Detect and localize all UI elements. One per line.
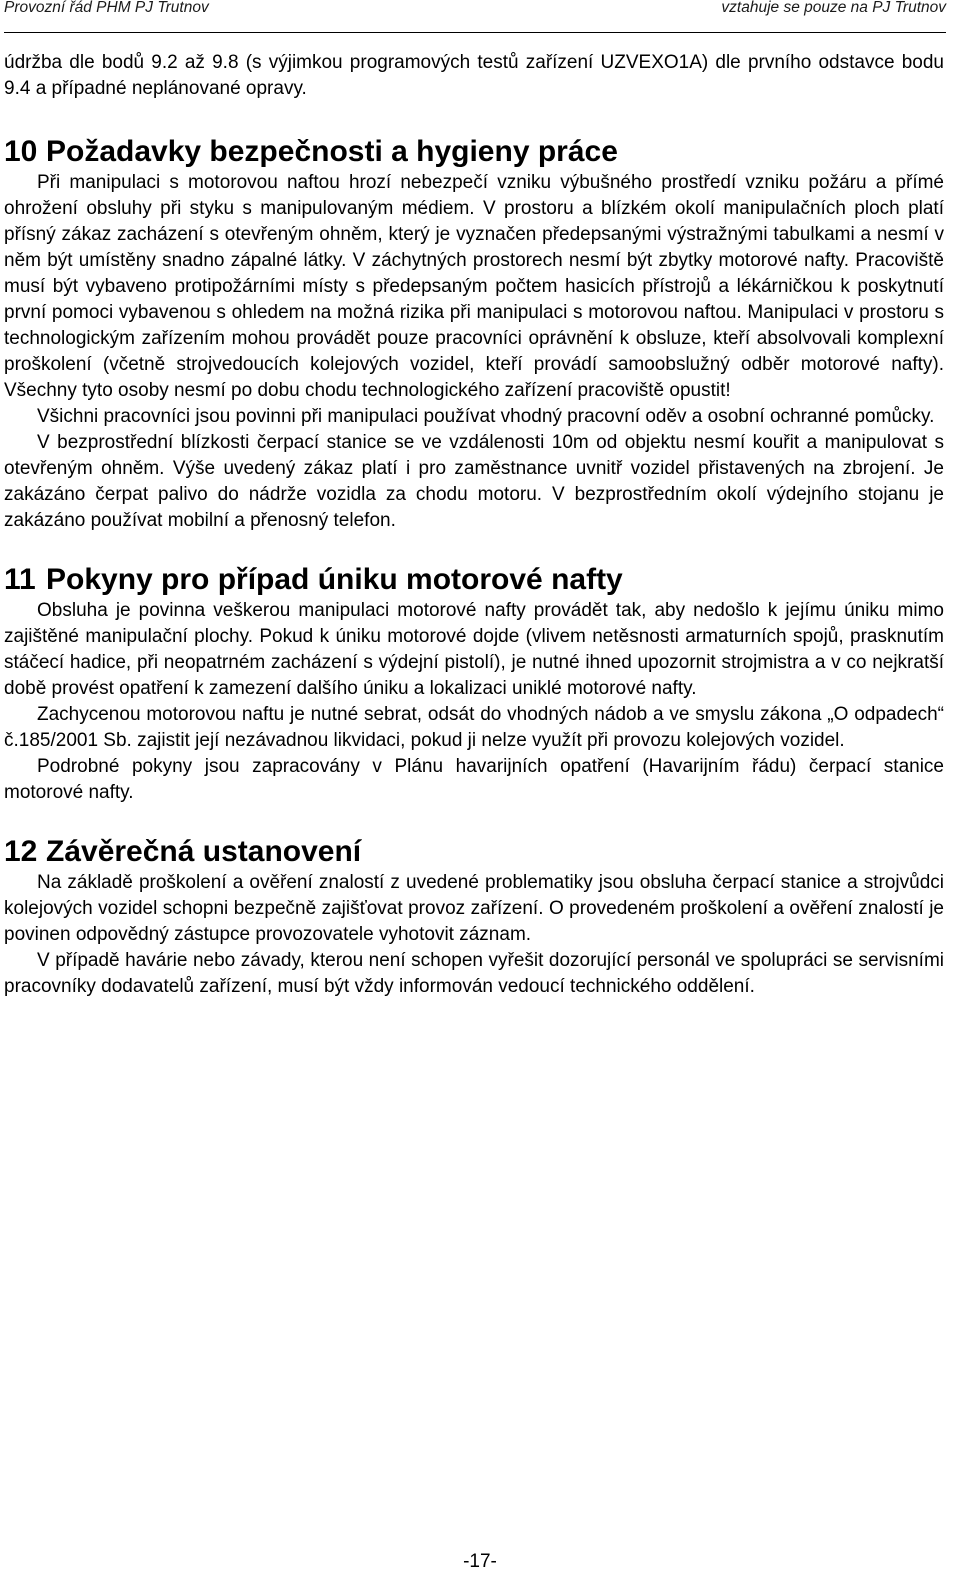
section-title: Pokyny pro případ úniku motorové nafty [46, 563, 623, 596]
section-11-heading [4, 562, 944, 598]
page-header [4, 0, 946, 33]
section-10-body [4, 170, 944, 534]
section-number: 12 [4, 835, 38, 868]
section-paragraph: V bezprostřední blízkosti čerpací stanice se ve vzdálenosti 10m od objektu nesmí kouřit a manipulovat s otevřeným ohněm. Výše uvedený zákaz platí i pro zaměstnance uvnitř vozidel přistavených na zbrojení. Je zakázáno čerpat palivo do nádrže vozidla za chodu motoru. V bezprostředním okolí výdejního stojanu je zakázáno používat mobilní a přenosný telefon. [4, 432, 944, 531]
section-paragraph: Obsluha je povinna veškerou manipulaci motorové nafty provádět tak, aby nedošlo k jejímu úniku mimo zajištěné manipulační plochy. Pokud k úniku motorové dojde (vlivem netěsnosti armaturních spojů, prasknutím stáčecí hadice, při neopatrném zacházení s výdejní pistolí), je nutné ihned upozornit strojmistra a v co nejkratší době provést opatření k zamezení dalšího úniku a lokalizaci uniklé motorové nafty. [4, 600, 944, 699]
document-body [4, 50, 944, 1000]
section-paragraph: Při manipulaci s motorovou naftou hrozí nebezpečí vzniku výbušného prostředí vzniku požáru a přímé ohrožení obsluhy při styku s manipulovaným médiem. V prostoru a blízkém okolí manipulačních ploch platí přísný zákaz zacházení s otevřeným ohněm, který je vyznačen předepsanými výstražnými tabulkami a nesmí v něm být umístěny snadno zápalné látky. V záchytných prostorech nesmí být zbytky motorové nafty. Pracoviště musí být vybaveno protipožárními místy s předepsaným počtem hasicích přístrojů a lékárničkou k poskytnutí první pomoci vybavenou s ohledem na možná rizika při manipulaci s motorovou naftou. Manipulaci v prostoru s technologickým zařízením mohou provádět pouze pracovníci oprávnění k obsluze, kteří absolvovali komplexní proškolení (včetně strojvedoucích kolejových vozidel, kteří provádí samoobslužný odběr motorové nafty). Všechny tyto osoby nesmí po dobu chodu technologického zařízení pracoviště opustit! [4, 172, 944, 401]
page-number: -17- [463, 1551, 497, 1572]
section-paragraph: V případě havárie nebo závady, kterou není schopen vyřešit dozorující personál ve spolupráci se servisními pracovníky dodavatelů zařízení, musí být vždy informován vedoucí technického oddělení. [4, 950, 944, 997]
section-paragraph: Na základě proškolení a ověření znalostí z uvedené problematiky jsou obsluha čerpací stanice a strojvůdci kolejových vozidel schopni bezpečně zajišťovat provoz zařízení. O provedeném proškolení a ověření znalostí je povinen odpovědný zástupce provozovatele vyhotovit záznam. [4, 872, 944, 945]
header-scope-note: vztahuje se pouze na PJ Trutnov [721, 0, 946, 16]
intro-paragraph: údržba dle bodů 9.2 až 9.8 (s výjimkou programových testů zařízení UZVEXO1A) dle prvního odstavce bodu 9.4 a případné neplánované opravy. [4, 52, 944, 99]
section-title: Závěrečná ustanovení [46, 835, 362, 868]
header-document-title: Provozní řád PHM PJ Trutnov [4, 0, 209, 16]
section-number: 11 [4, 563, 36, 596]
section-title: Požadavky bezpečnosti a hygieny práce [46, 135, 618, 168]
section-12-body [4, 870, 944, 1000]
section-10-heading [4, 134, 944, 170]
section-paragraph: Zachycenou motorovou naftu je nutné sebrat, odsát do vhodných nádob a ve smyslu zákona „O odpadech“ č.185/2001 Sb. zajistit její nezávadnou likvidaci, pokud ji nelze využít při provozu kolejových vozidel. [4, 704, 944, 751]
section-number: 10 [4, 135, 38, 168]
section-paragraph: Všichni pracovníci jsou povinni při manipulaci používat vhodný pracovní oděv a osobní ochranné pomůcky. [37, 406, 935, 427]
section-paragraph: Podrobné pokyny jsou zapracovány v Plánu havarijních opatření (Havarijním řádu) čerpací stanice motorové nafty. [4, 756, 944, 803]
section-11-body [4, 598, 944, 806]
section-12-heading [4, 834, 944, 870]
